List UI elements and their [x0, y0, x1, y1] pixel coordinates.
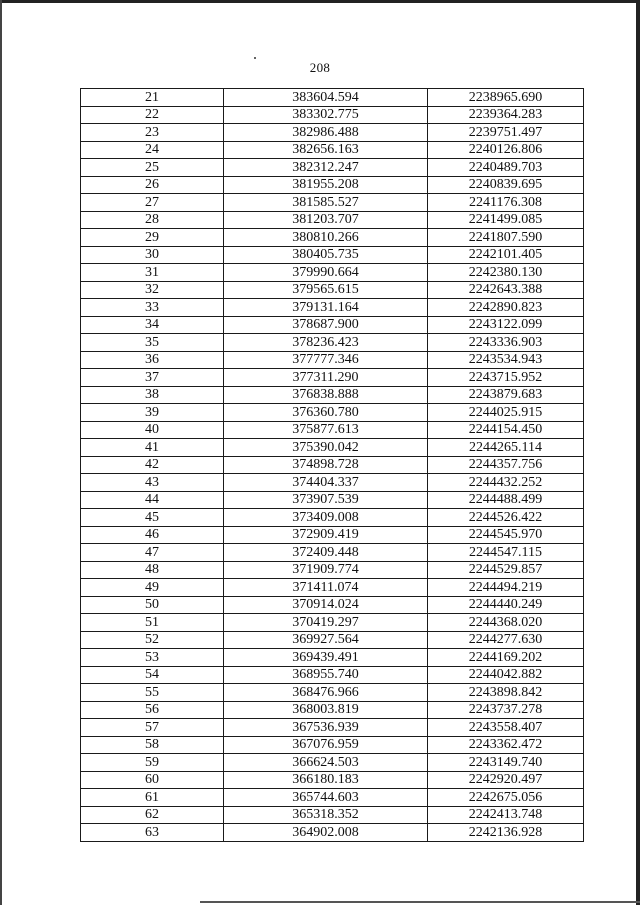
table-row — [81, 684, 584, 702]
x-coordinate-cell: 373907.539 — [224, 491, 428, 509]
point-number-cell: 50 — [81, 596, 224, 614]
y-coordinate-cell: 2243336.903 — [428, 334, 584, 352]
table-row — [81, 701, 584, 719]
scan-speck — [254, 57, 256, 59]
point-number-cell: 47 — [81, 544, 224, 562]
x-coordinate-cell: 383302.775 — [224, 106, 428, 124]
scan-edge-bottom — [200, 901, 640, 903]
x-coordinate-cell: 377311.290 — [224, 369, 428, 387]
table-row — [81, 421, 584, 439]
x-coordinate-cell: 375390.042 — [224, 439, 428, 457]
point-number-cell: 55 — [81, 684, 224, 702]
scan-edge-right — [636, 0, 640, 905]
point-number-cell: 32 — [81, 281, 224, 299]
y-coordinate-cell: 2242643.388 — [428, 281, 584, 299]
table-row — [81, 106, 584, 124]
table-row — [81, 194, 584, 212]
point-number-cell: 37 — [81, 369, 224, 387]
point-number-cell: 30 — [81, 246, 224, 264]
x-coordinate-cell: 366180.183 — [224, 771, 428, 789]
table-row — [81, 159, 584, 177]
scan-edge-left — [0, 0, 2, 905]
table-row — [81, 526, 584, 544]
point-number-cell: 21 — [81, 89, 224, 107]
page-number: 208 — [309, 60, 331, 75]
point-number-cell: 42 — [81, 456, 224, 474]
table-row — [81, 491, 584, 509]
point-number-cell: 35 — [81, 334, 224, 352]
point-number-cell: 60 — [81, 771, 224, 789]
x-coordinate-cell: 368955.740 — [224, 666, 428, 684]
y-coordinate-cell: 2242380.130 — [428, 264, 584, 282]
x-coordinate-cell: 382986.488 — [224, 124, 428, 142]
x-coordinate-cell: 382312.247 — [224, 159, 428, 177]
point-number-cell: 41 — [81, 439, 224, 457]
x-coordinate-cell: 373409.008 — [224, 509, 428, 527]
y-coordinate-cell: 2244025.915 — [428, 404, 584, 422]
x-coordinate-cell: 377777.346 — [224, 351, 428, 369]
point-number-cell: 46 — [81, 526, 224, 544]
table-row — [81, 614, 584, 632]
x-coordinate-cell: 376838.888 — [224, 386, 428, 404]
x-coordinate-cell: 365744.603 — [224, 789, 428, 807]
table-row — [81, 89, 584, 107]
table-row — [81, 176, 584, 194]
point-number-cell: 44 — [81, 491, 224, 509]
x-coordinate-cell: 374404.337 — [224, 474, 428, 492]
table-row — [81, 754, 584, 772]
x-coordinate-cell: 364902.008 — [224, 824, 428, 842]
table-row — [81, 141, 584, 159]
x-coordinate-cell: 378687.900 — [224, 316, 428, 334]
x-coordinate-cell: 381955.208 — [224, 176, 428, 194]
point-number-cell: 45 — [81, 509, 224, 527]
y-coordinate-cell: 2242136.928 — [428, 824, 584, 842]
y-coordinate-cell: 2244368.020 — [428, 614, 584, 632]
point-number-cell: 23 — [81, 124, 224, 142]
y-coordinate-cell: 2244042.882 — [428, 666, 584, 684]
point-number-cell: 58 — [81, 736, 224, 754]
y-coordinate-cell: 2242675.056 — [428, 789, 584, 807]
coordinate-table-body — [81, 89, 584, 842]
y-coordinate-cell: 2242890.823 — [428, 299, 584, 317]
x-coordinate-cell: 370419.297 — [224, 614, 428, 632]
x-coordinate-cell: 367536.939 — [224, 719, 428, 737]
x-coordinate-cell: 370914.024 — [224, 596, 428, 614]
point-number-cell: 25 — [81, 159, 224, 177]
point-number-cell: 48 — [81, 561, 224, 579]
point-number-cell: 24 — [81, 141, 224, 159]
y-coordinate-cell: 2239364.283 — [428, 106, 584, 124]
table-row — [81, 789, 584, 807]
point-number-cell: 63 — [81, 824, 224, 842]
y-coordinate-cell: 2241176.308 — [428, 194, 584, 212]
y-coordinate-cell: 2243737.278 — [428, 701, 584, 719]
table-row — [81, 439, 584, 457]
table-row — [81, 561, 584, 579]
table-row — [81, 596, 584, 614]
table-row — [81, 719, 584, 737]
point-number-cell: 27 — [81, 194, 224, 212]
y-coordinate-cell: 2243362.472 — [428, 736, 584, 754]
y-coordinate-cell: 2244432.252 — [428, 474, 584, 492]
y-coordinate-cell: 2240126.806 — [428, 141, 584, 159]
y-coordinate-cell: 2243149.740 — [428, 754, 584, 772]
table-row — [81, 509, 584, 527]
x-coordinate-cell: 366624.503 — [224, 754, 428, 772]
x-coordinate-cell: 371909.774 — [224, 561, 428, 579]
y-coordinate-cell: 2244494.219 — [428, 579, 584, 597]
table-row — [81, 474, 584, 492]
table-row — [81, 299, 584, 317]
point-number-cell: 57 — [81, 719, 224, 737]
point-number-cell: 43 — [81, 474, 224, 492]
x-coordinate-cell: 369439.491 — [224, 649, 428, 667]
point-number-cell: 38 — [81, 386, 224, 404]
y-coordinate-cell: 2243898.842 — [428, 684, 584, 702]
x-coordinate-cell: 381585.527 — [224, 194, 428, 212]
y-coordinate-cell: 2244526.422 — [428, 509, 584, 527]
x-coordinate-cell: 375877.613 — [224, 421, 428, 439]
point-number-cell: 52 — [81, 631, 224, 649]
table-row — [81, 334, 584, 352]
point-number-cell: 62 — [81, 806, 224, 824]
table-row — [81, 246, 584, 264]
point-number-cell: 33 — [81, 299, 224, 317]
table-row — [81, 736, 584, 754]
point-number-cell: 49 — [81, 579, 224, 597]
x-coordinate-cell: 367076.959 — [224, 736, 428, 754]
table-row — [81, 771, 584, 789]
x-coordinate-cell: 369927.564 — [224, 631, 428, 649]
table-row — [81, 351, 584, 369]
coordinate-table — [80, 88, 584, 842]
table-row — [81, 806, 584, 824]
x-coordinate-cell: 379131.164 — [224, 299, 428, 317]
y-coordinate-cell: 2243122.099 — [428, 316, 584, 334]
point-number-cell: 28 — [81, 211, 224, 229]
x-coordinate-cell: 381203.707 — [224, 211, 428, 229]
table-row — [81, 456, 584, 474]
point-number-cell: 53 — [81, 649, 224, 667]
y-coordinate-cell: 2243558.407 — [428, 719, 584, 737]
y-coordinate-cell: 2244529.857 — [428, 561, 584, 579]
point-number-cell: 39 — [81, 404, 224, 422]
x-coordinate-cell: 372409.448 — [224, 544, 428, 562]
y-coordinate-cell: 2242101.405 — [428, 246, 584, 264]
y-coordinate-cell: 2244265.114 — [428, 439, 584, 457]
point-number-cell: 61 — [81, 789, 224, 807]
table-row — [81, 649, 584, 667]
x-coordinate-cell: 379990.664 — [224, 264, 428, 282]
point-number-cell: 34 — [81, 316, 224, 334]
point-number-cell: 22 — [81, 106, 224, 124]
y-coordinate-cell: 2243879.683 — [428, 386, 584, 404]
table-row — [81, 579, 584, 597]
x-coordinate-cell: 368003.819 — [224, 701, 428, 719]
x-coordinate-cell: 380810.266 — [224, 229, 428, 247]
point-number-cell: 26 — [81, 176, 224, 194]
table-row — [81, 824, 584, 842]
x-coordinate-cell: 372909.419 — [224, 526, 428, 544]
point-number-cell: 59 — [81, 754, 224, 772]
y-coordinate-cell: 2242920.497 — [428, 771, 584, 789]
y-coordinate-cell: 2241499.085 — [428, 211, 584, 229]
table-row — [81, 124, 584, 142]
x-coordinate-cell: 379565.615 — [224, 281, 428, 299]
y-coordinate-cell: 2239751.497 — [428, 124, 584, 142]
table-row — [81, 316, 584, 334]
y-coordinate-cell: 2238965.690 — [428, 89, 584, 107]
scan-edge-top — [0, 0, 640, 3]
table-row — [81, 211, 584, 229]
table-row — [81, 386, 584, 404]
point-number-cell: 56 — [81, 701, 224, 719]
x-coordinate-cell: 380405.735 — [224, 246, 428, 264]
point-number-cell: 54 — [81, 666, 224, 684]
y-coordinate-cell: 2244545.970 — [428, 526, 584, 544]
y-coordinate-cell: 2241807.590 — [428, 229, 584, 247]
x-coordinate-cell: 382656.163 — [224, 141, 428, 159]
y-coordinate-cell: 2242413.748 — [428, 806, 584, 824]
table-row — [81, 544, 584, 562]
table-row — [81, 631, 584, 649]
y-coordinate-cell: 2244154.450 — [428, 421, 584, 439]
y-coordinate-cell: 2244488.499 — [428, 491, 584, 509]
x-coordinate-cell: 378236.423 — [224, 334, 428, 352]
point-number-cell: 51 — [81, 614, 224, 632]
y-coordinate-cell: 2244357.756 — [428, 456, 584, 474]
x-coordinate-cell: 383604.594 — [224, 89, 428, 107]
table-row — [81, 666, 584, 684]
point-number-cell: 36 — [81, 351, 224, 369]
y-coordinate-cell: 2244169.202 — [428, 649, 584, 667]
table-row — [81, 229, 584, 247]
y-coordinate-cell: 2244547.115 — [428, 544, 584, 562]
point-number-cell: 31 — [81, 264, 224, 282]
y-coordinate-cell: 2240489.703 — [428, 159, 584, 177]
x-coordinate-cell: 376360.780 — [224, 404, 428, 422]
table-row — [81, 281, 584, 299]
x-coordinate-cell: 368476.966 — [224, 684, 428, 702]
table-row — [81, 264, 584, 282]
x-coordinate-cell: 374898.728 — [224, 456, 428, 474]
y-coordinate-cell: 2243534.943 — [428, 351, 584, 369]
point-number-cell: 29 — [81, 229, 224, 247]
y-coordinate-cell: 2244277.630 — [428, 631, 584, 649]
y-coordinate-cell: 2243715.952 — [428, 369, 584, 387]
table-row — [81, 369, 584, 387]
x-coordinate-cell: 371411.074 — [224, 579, 428, 597]
table-row — [81, 404, 584, 422]
point-number-cell: 40 — [81, 421, 224, 439]
x-coordinate-cell: 365318.352 — [224, 806, 428, 824]
y-coordinate-cell: 2244440.249 — [428, 596, 584, 614]
y-coordinate-cell: 2240839.695 — [428, 176, 584, 194]
